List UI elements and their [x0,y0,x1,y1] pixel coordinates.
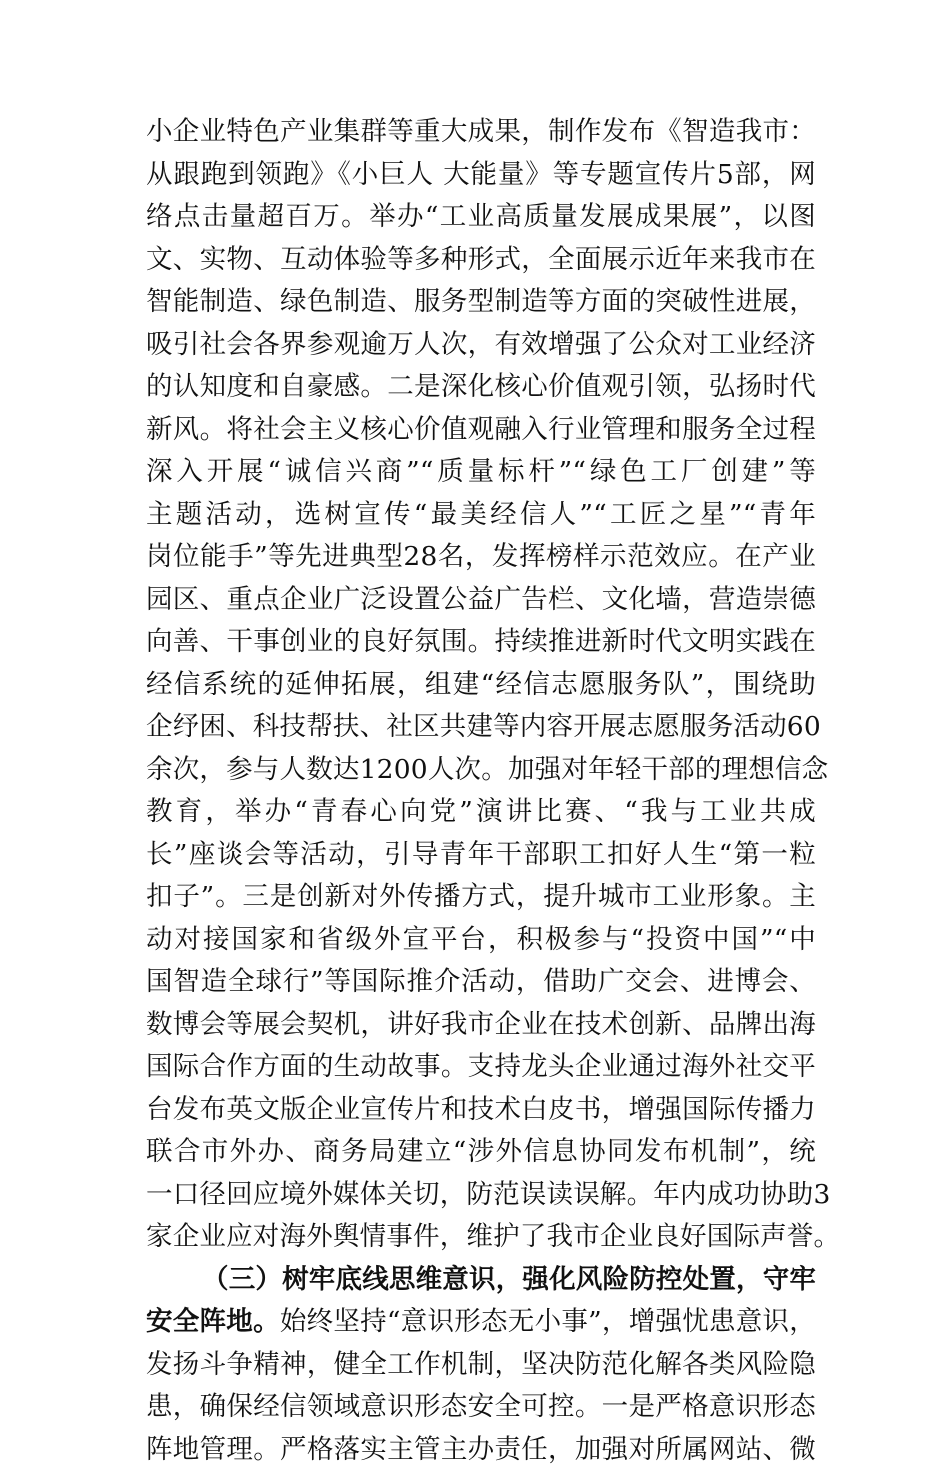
text-line: 患，确保经信领域意识形态安全可控。一是严格意识形态 [146,1386,816,1429]
text-line: 国际合作方面的生动故事。支持龙头企业通过海外社交平 [146,1046,816,1089]
text-line: 教育，举办“青春心向党”演讲比赛、“我与工业共成 [146,791,816,834]
section-heading: （三）树牢底线思维意识，强化风险防控处置，守牢 [146,1259,816,1302]
text-line: 深入开展“诚信兴商”“质量标杆”“绿色工厂创建”等 [146,451,816,494]
text-line: 园区、重点企业广泛设置公益广告栏、文化墙，营造崇德 [146,579,816,622]
text-line: 发扬斗争精神，健全工作机制，坚决防范化解各类风险隐 [146,1344,816,1387]
section-text: 始终坚持“意识形态无小事”，增强忧患意识， [280,1306,816,1337]
text-line: 联合市外办、商务局建立“涉外信息协同发布机制”，统 [146,1131,816,1174]
text-line: 主题活动，选树宣传“最美经信人”“工匠之星”“青年 [146,494,816,537]
text-line: 企纾困、科技帮扶、社区共建等内容开展志愿服务活动60 [146,706,816,749]
text-line: 新风。将社会主义核心价值观融入行业管理和服务全过程 [146,409,816,452]
text-line: 岗位能手”等先进典型28名，发挥榜样示范效应。在产业 [146,536,816,579]
text-line: 阵地管理。严格落实主管主办责任，加强对所属网站、微 [146,1429,816,1471]
text-line: 一口径回应境外媒体关切，防范误读误解。年内成功协助3 [146,1174,816,1217]
text-line: 从跟跑到领跑》《小巨人 大能量》等专题宣传片5部，网 [146,154,816,197]
text-line: 长”座谈会等活动，引导青年干部职工扣好人生“第一粒 [146,834,816,877]
text-line: 络点击量超百万。举办“工业高质量发展成果展”，以图 [146,196,816,239]
text-line: 向善、干事创业的良好氛围。持续推进新时代文明实践在 [146,621,816,664]
text-line: 数博会等展会契机，讲好我市企业在技术创新、品牌出海 [146,1004,816,1047]
text-line: 吸引社会各界参观逾万人次，有效增强了公众对工业经济 [146,324,816,367]
text-line: 家企业应对海外舆情事件，维护了我市企业良好国际声誉。 [146,1216,816,1259]
text-line: 文、实物、互动体验等多种形式，全面展示近年来我市在 [146,239,816,282]
section-heading-continuation [146,1301,816,1344]
text-line: 台发布英文版企业宣传片和技术白皮书，增强国际传播力 [146,1089,816,1132]
text-line: 国智造全球行”等国际推介活动，借助广交会、进博会、 [146,961,816,1004]
section-heading-tail: 安全阵地。 [146,1306,280,1337]
text-line: 智能制造、绿色制造、服务型制造等方面的突破性进展， [146,281,816,324]
text-line: 的认知度和自豪感。二是深化核心价值观引领，弘扬时代 [146,366,816,409]
text-line: 余次，参与人数达1200人次。加强对年轻干部的理想信念 [146,749,816,792]
document-body [146,111,816,1471]
text-line: 经信系统的延伸拓展，组建“经信志愿服务队”，围绕助 [146,664,816,707]
text-line: 动对接国家和省级外宣平台，积极参与“投资中国”“中 [146,919,816,962]
text-line: 扣子”。三是创新对外传播方式，提升城市工业形象。主 [146,876,816,919]
text-line: 小企业特色产业集群等重大成果，制作发布《智造我市： [146,111,816,154]
